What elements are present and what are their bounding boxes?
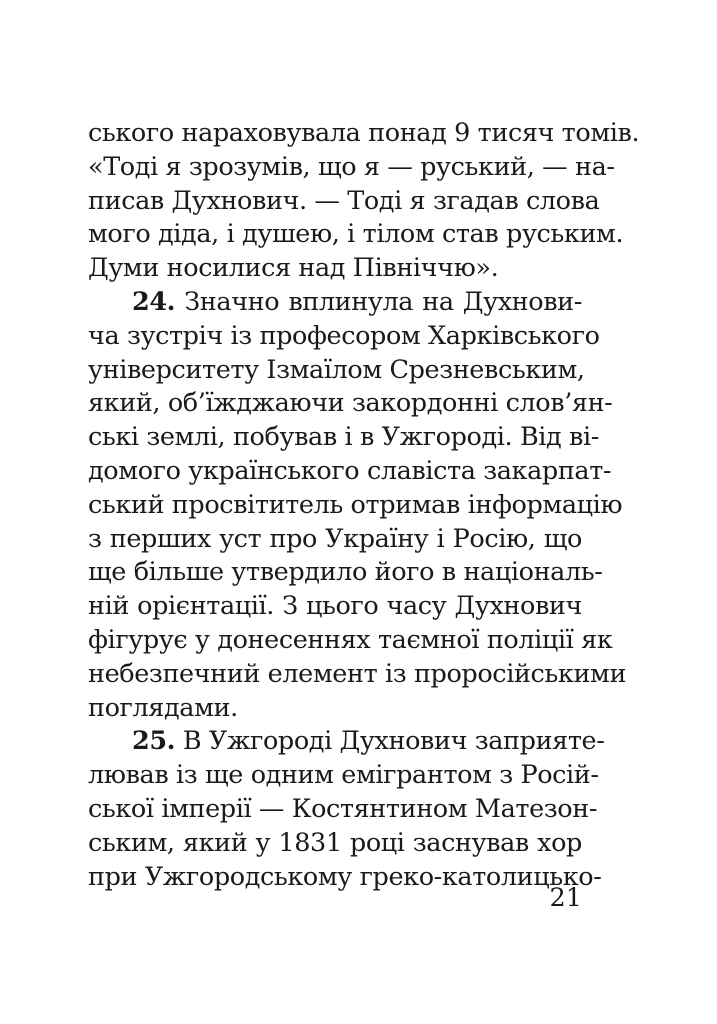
- paragraph-24: [88, 286, 627, 725]
- text-line: ського нараховувала понад 9 тисяч томів.: [88, 118, 640, 148]
- text-line: ської імперії — Костянтином Матезон-: [88, 793, 598, 824]
- text-line-content: Значно вплинула на Духнови-: [175, 286, 582, 317]
- text-line: при Ужгородському греко-католицько-: [88, 861, 602, 892]
- text-line-first: [88, 286, 582, 320]
- text-line: фігурує у донесеннях таємної поліції як: [88, 624, 613, 655]
- text-line: Думи носилися над Північчю».: [88, 253, 499, 284]
- text-line: мого діда, і душею, і тілом став руським.: [88, 219, 624, 250]
- text-line: який, об’їжджаючи закордонні слов’ян-: [88, 388, 613, 419]
- text-line: небезпечний елемент із проросійськими: [88, 658, 627, 689]
- page-text: [88, 117, 640, 894]
- text-line: писав Духнович. — Тоді я згадав слова: [88, 185, 600, 216]
- text-line: поглядами.: [88, 692, 238, 723]
- text-line: ським, який у 1831 році заснував хор: [88, 827, 582, 858]
- page-number: 21: [549, 883, 582, 913]
- text-line: ський просвітитель отримав інформацію: [88, 489, 623, 520]
- text-line: ще більше утвердило його в національ-: [88, 557, 603, 588]
- text-line: університету Ізмаїлом Срезневським,: [88, 354, 585, 385]
- paragraph-number: 24.: [132, 286, 176, 317]
- paragraph-continuation: [88, 117, 640, 286]
- text-line: лював із ще одним емігрантом з Росій-: [88, 760, 599, 791]
- text-line: «Тоді я зрозумів, що я — руський, — на-: [88, 151, 615, 182]
- text-line-content: В Ужгороді Духнович заприяте-: [175, 726, 605, 757]
- text-line-first: [88, 725, 605, 759]
- text-line: ські землі, побував і в Ужгороді. Від ві-: [88, 422, 599, 453]
- text-line: домого українського славіста закарпат-: [88, 455, 612, 486]
- text-line: ча зустріч із професором Харківського: [88, 320, 600, 351]
- paragraph-25: [88, 725, 605, 894]
- paragraph-number: 25.: [132, 726, 176, 757]
- text-line: з перших уст про Україну і Росію, що: [88, 523, 582, 554]
- text-line: ній орієнтації. З цього часу Духнович: [88, 591, 582, 622]
